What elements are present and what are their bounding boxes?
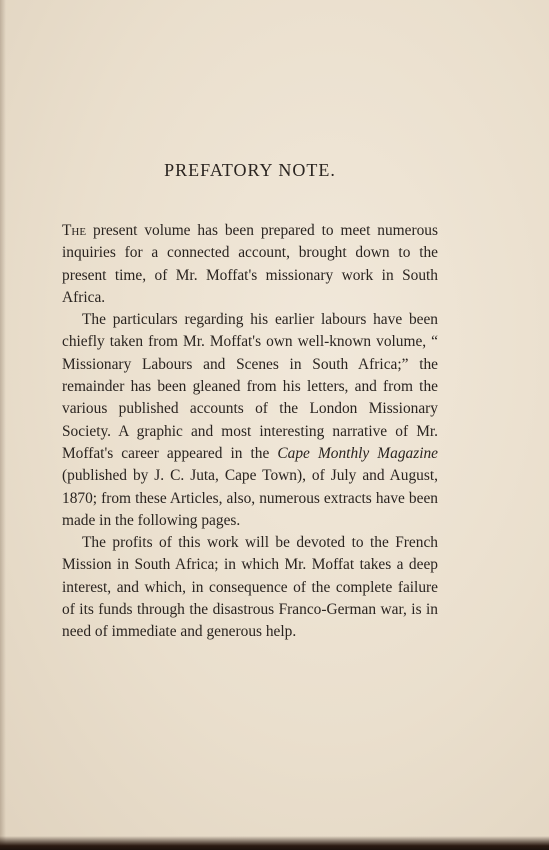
paragraph-1 [62, 220, 438, 309]
paragraph-2-italic-title: Cape Monthly Magazine [277, 444, 438, 462]
page-title: PREFATORY NOTE. [164, 160, 336, 180]
page-shadow-bottom [0, 836, 549, 850]
paragraph-3 [62, 532, 438, 643]
body-text [62, 220, 438, 644]
paragraph-3-text: The profits of this work will be devoted to the French Mission in South Africa; in which Mr. Moffat takes a deep interest, and which, in consequence of the complete failure of its funds through the disastrous Franco-German war, is in need of immediate and generous help. [62, 534, 438, 641]
paragraph-2 [62, 309, 438, 532]
paragraph-2-text-after: (published by J. C. Juta, Cape Town), of July and August, 1870; from these Articles, also, numerous extracts have been made in the following pages. [62, 467, 438, 529]
page-shadow-left [0, 0, 6, 850]
paragraph-2-text: The particulars regarding his earlier labours have been chiefly taken from Mr. Moffat's own well-known volume, “ Missionary Labours and Scenes in South Africa;” the remainder has been gleaned from his letters, and from the various published accounts of the London Missionary Society. A graphic and most interesting narrative of Mr. Moffat's career appeared in the [62, 311, 438, 462]
paragraph-1-text: present volume has been prepared to meet numerous inquiries for a connected account, brought down to the present time, of Mr. Moffat's missionary work in South Africa. [62, 222, 438, 306]
paragraph-1-lead: The [62, 222, 87, 239]
